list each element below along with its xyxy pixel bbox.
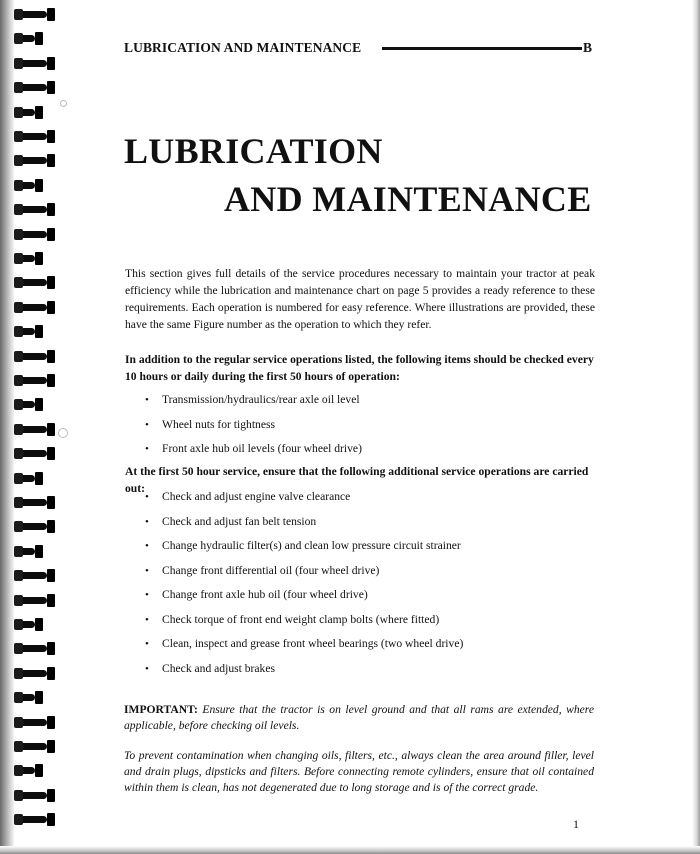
page-bottom-shadow (0, 846, 700, 854)
daily-checks-list (145, 392, 362, 466)
page-number: 1 (573, 817, 579, 831)
binding-ring (14, 398, 64, 411)
binding-ring (14, 594, 64, 607)
binding-ring (14, 350, 64, 363)
first-service-lead: At the first 50 hour service, ensure that the following additional service operations are carried out: (125, 465, 589, 495)
section-title: LUBRICATION AND MAINTENANCE (124, 40, 362, 55)
binding-ring (14, 423, 64, 436)
list-item: • Front axle hub oil levels (four wheel drive) (145, 441, 362, 466)
important-note (124, 702, 594, 734)
binding-ring (14, 520, 64, 533)
running-header (124, 40, 592, 60)
binding-ring (14, 496, 64, 509)
intro-paragraph: This section gives full details of the service procedures necessary to maintain your tractor at peak efficiency while the lubrication and maintenance chart on page 5 provides a ready reference to these requirements. Each operation is numbered for easy reference. Where illustrations are provided, these have the same Figure number as the operation to which they refer. (125, 267, 595, 331)
binding-ring (14, 301, 64, 314)
binding-ring (14, 57, 64, 70)
binding-ring (14, 374, 64, 387)
binding-ring (14, 325, 64, 338)
page-left-shadow (0, 0, 14, 854)
binding-ring (14, 813, 64, 826)
binding-ring (14, 32, 64, 45)
page-right-shadow (692, 0, 700, 854)
spiral-binding (14, 8, 74, 838)
binding-ring (14, 106, 64, 119)
page-title-line-2: AND MAINTENANCE (224, 179, 592, 219)
binding-ring (14, 81, 64, 94)
first-service-list (145, 489, 463, 685)
binding-ring (14, 569, 64, 582)
binding-ring (14, 447, 64, 460)
binding-ring (14, 667, 64, 680)
binding-ring (14, 740, 64, 753)
binding-ring (14, 228, 64, 241)
page-title-line-1: LUBRICATION (124, 131, 383, 171)
list-item: • Check and adjust brakes (145, 661, 463, 686)
daily-checks-lead: In addition to the regular service operations listed, the following items should be checked every 10 hours or daily during the first 50 hours of operation: (125, 353, 594, 383)
list-item: • Check and adjust engine valve clearance (145, 489, 463, 514)
list-item: • Transmission/hydraulics/rear axle oil level (145, 392, 362, 417)
binding-ring (14, 642, 64, 655)
list-item: • Check torque of front end weight clamp bolts (where fitted) (145, 612, 463, 637)
binding-ring (14, 8, 64, 21)
binding-ring (14, 618, 64, 631)
list-item: • Change front differential oil (four wheel drive) (145, 563, 463, 588)
list-item: • Change hydraulic filter(s) and clean low pressure circuit strainer (145, 538, 463, 563)
binding-ring (14, 716, 64, 729)
binding-ring (14, 130, 64, 143)
binding-ring (14, 203, 64, 216)
list-item: • Check and adjust fan belt tension (145, 514, 463, 539)
binding-ring (14, 545, 64, 558)
binding-ring (14, 276, 64, 289)
binding-ring (14, 252, 64, 265)
scan-speck (58, 428, 68, 438)
list-item: • Wheel nuts for tightness (145, 417, 362, 442)
list-item: • Clean, inspect and grease front wheel bearings (two wheel drive) (145, 636, 463, 661)
section-letter: B (582, 40, 592, 55)
binding-ring (14, 179, 64, 192)
binding-ring (14, 154, 64, 167)
contamination-note: To prevent contamination when changing oils, filters, etc., always clean the area around filler, level and drain plugs, dipsticks and filters. Before connecting remote cylinders, ensure that oil contained within them is clean, has not degenerated due to long storage and is of the correct grade. (124, 749, 594, 794)
binding-ring (14, 789, 64, 802)
scan-speck (60, 100, 67, 107)
header-rule (382, 47, 582, 50)
binding-ring (14, 764, 64, 777)
list-item: • Change front axle hub oil (four wheel drive) (145, 587, 463, 612)
binding-ring (14, 472, 64, 485)
important-label: IMPORTANT: (124, 703, 198, 716)
binding-ring (14, 691, 64, 704)
important-text: Ensure that the tractor is on level ground and that all rams are extended, where applicable, before checking oil levels. (124, 703, 594, 732)
